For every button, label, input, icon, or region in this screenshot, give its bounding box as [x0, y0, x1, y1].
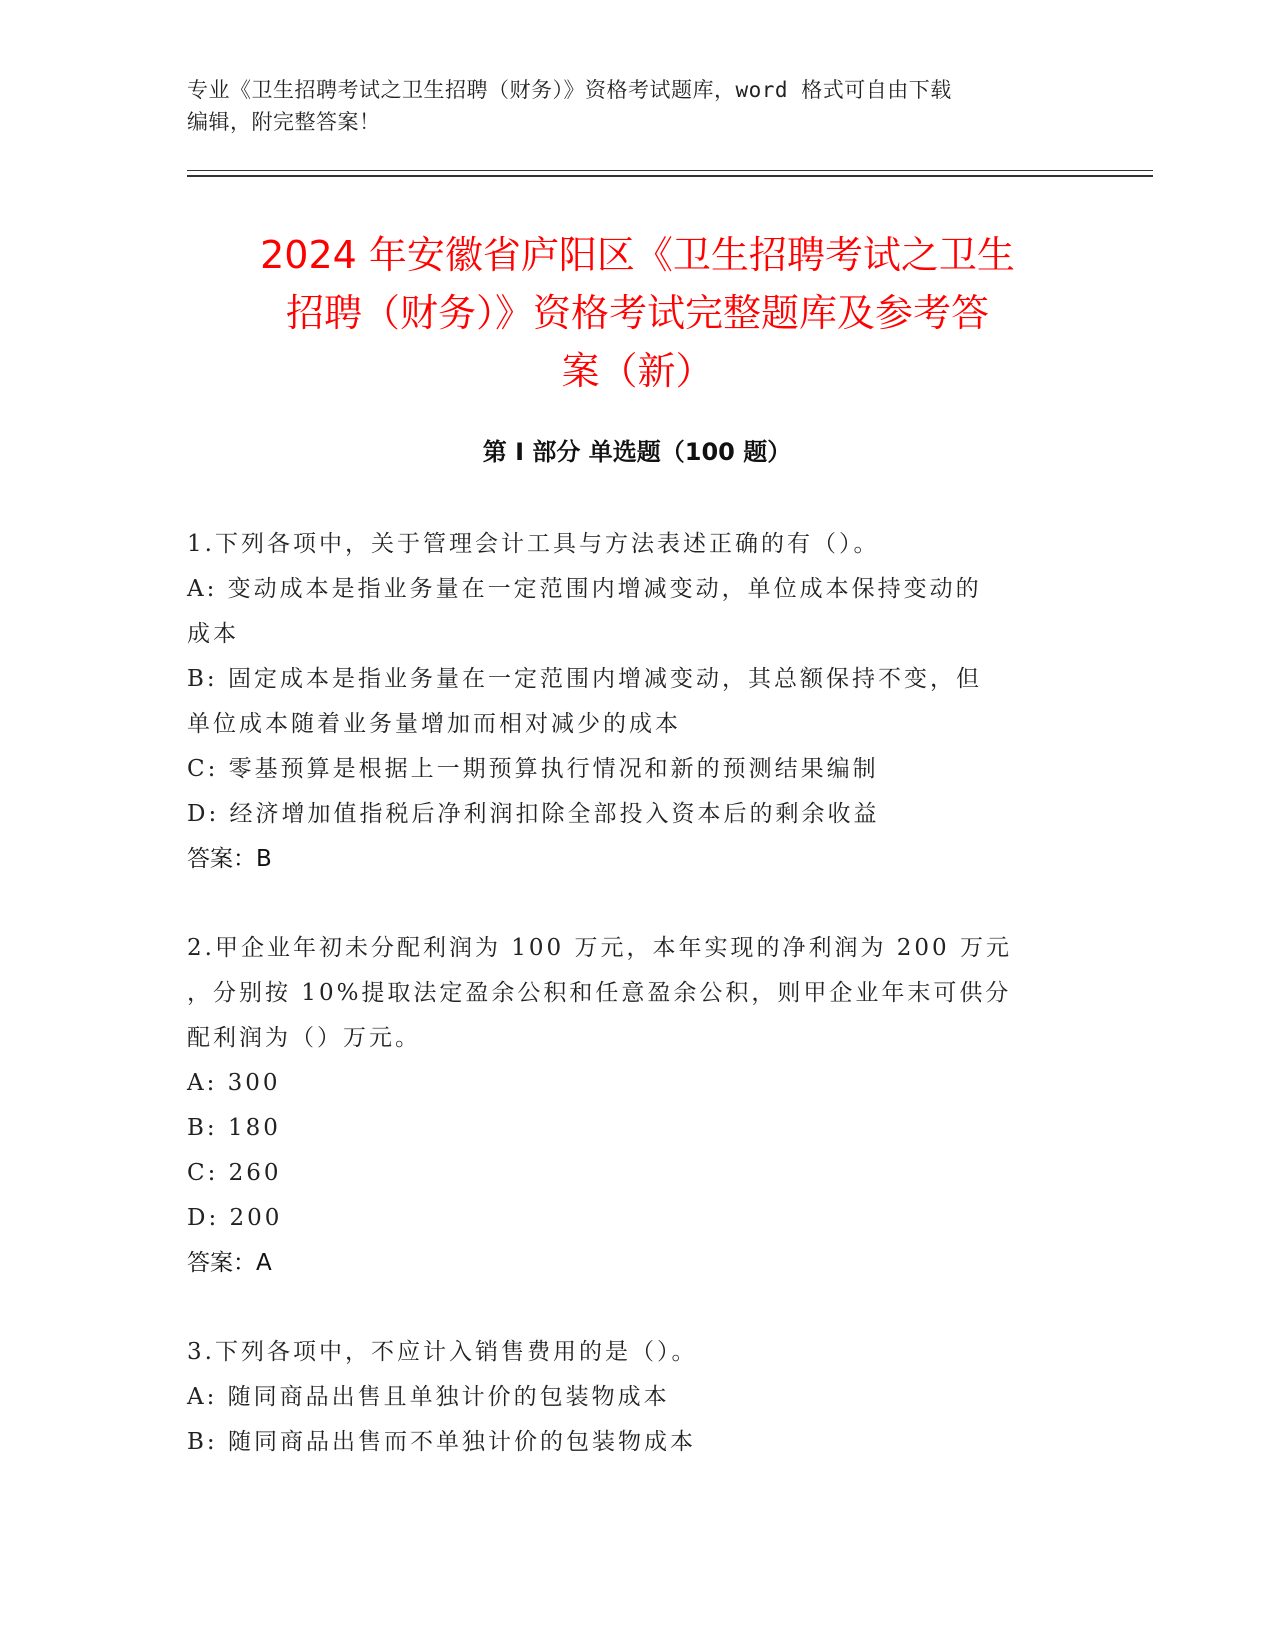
header-divider-thick — [187, 175, 1153, 177]
option-line: A: 300 — [187, 1070, 281, 1096]
section-title: 第 I 部分 单选题（100 题） — [482, 438, 792, 466]
title-line-1: 2024 年安徽省庐阳区《卫生招聘考试之卫生 — [260, 233, 1015, 277]
title-line-3: 案（新） — [561, 349, 714, 393]
question-item — [187, 522, 1087, 882]
header-note — [187, 74, 1067, 138]
option-line: D: 经济增加值指税后净利润扣除全部投入资本后的剩余收益 — [187, 801, 880, 827]
option-line: B: 180 — [187, 1115, 281, 1141]
question-list — [187, 522, 1087, 1509]
header-divider-thin — [187, 170, 1153, 171]
option-line: C: 260 — [187, 1160, 282, 1186]
option-line: 成本 — [187, 621, 239, 647]
header-note-line-1: 专业《卫生招聘考试之卫生招聘（财务）》资格考试题库，word 格式可自由下载 — [187, 78, 952, 102]
question-item — [187, 926, 1087, 1286]
question-item — [187, 1330, 1087, 1465]
option-line: B: 随同商品出售而不单独计价的包装物成本 — [187, 1429, 696, 1455]
question-stem-line: 1.下列各项中，关于管理会计工具与方法表述正确的有（）。 — [187, 531, 880, 557]
option-line: 单位成本随着业务量增加而相对减少的成本 — [187, 711, 681, 737]
question-stem-line: 3.下列各项中，不应计入销售费用的是（）。 — [187, 1339, 698, 1365]
option-line: C: 零基预算是根据上一期预算执行情况和新的预测结果编制 — [187, 756, 879, 782]
document-title — [160, 226, 1115, 400]
answer-line: 答案：A — [187, 1250, 272, 1276]
question-stem-line: 配利润为（）万元。 — [187, 1025, 421, 1051]
option-line: A: 随同商品出售且单独计价的包装物成本 — [187, 1384, 670, 1410]
option-line: A: 变动成本是指业务量在一定范围内增减变动，单位成本保持变动的 — [187, 576, 982, 602]
option-line: D: 200 — [187, 1205, 283, 1231]
question-stem-line: ，分别按 10%提取法定盈余公积和任意盈余公积，则甲企业年末可供分 — [187, 980, 1012, 1006]
option-line: B: 固定成本是指业务量在一定范围内增减变动，其总额保持不变，但 — [187, 666, 982, 692]
title-line-2: 招聘（财务）》资格考试完整题库及参考答 — [285, 291, 989, 335]
answer-line: 答案：B — [187, 846, 272, 872]
question-stem-line: 2.甲企业年初未分配利润为 100 万元，本年实现的净利润为 200 万元 — [187, 935, 1012, 961]
header-note-line-2: 编辑，附完整答案！ — [187, 110, 381, 134]
